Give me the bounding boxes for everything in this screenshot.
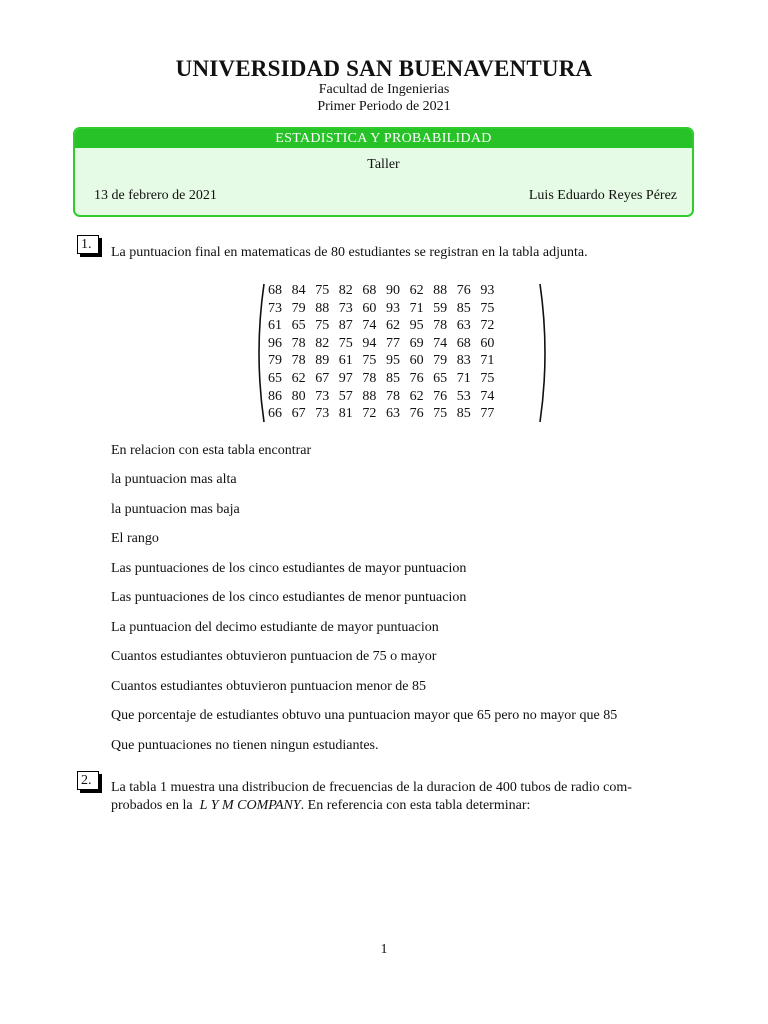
matrix-cell: 79: [433, 353, 448, 369]
problem-number-badge: 2.: [77, 771, 99, 790]
matrix-cell: 78: [433, 318, 448, 334]
matrix-cell: 76: [433, 388, 448, 404]
matrix-row: [264, 300, 494, 318]
matrix-cell: 75: [315, 283, 330, 298]
matrix-cell: 68: [456, 335, 471, 351]
course-title: ESTADISTICA Y PROBABILIDAD: [75, 129, 692, 148]
matrix-cell: 95: [409, 318, 424, 334]
matrix-cell: 72: [362, 406, 377, 422]
matrix-cell: 75: [433, 406, 448, 422]
matrix-cell: 74: [480, 388, 495, 404]
matrix-cell: 79: [268, 353, 282, 369]
matrix-cell: 68: [268, 283, 282, 298]
matrix-cell: 78: [291, 335, 306, 351]
matrix-cell: 83: [456, 353, 471, 369]
matrix-cell: 88: [362, 388, 377, 404]
matrix-cell: 88: [433, 283, 448, 298]
matrix-cell: 59: [433, 300, 448, 316]
matrix-cell: 62: [385, 318, 400, 334]
matrix-cell: 67: [291, 406, 306, 422]
document-author: Luis Eduardo Reyes Pérez: [528, 188, 677, 203]
matrix-cell: 93: [385, 300, 400, 316]
matrix-cell: 95: [385, 353, 400, 369]
matrix-cell: 73: [315, 388, 330, 404]
matrix-cell: 75: [362, 353, 377, 369]
matrix-cell: 75: [315, 318, 330, 334]
matrix-cell: 75: [480, 300, 495, 316]
matrix-cell: 75: [480, 370, 495, 386]
list-item-text: Las puntuaciones de los cinco estudiantes de menor puntuacion: [111, 590, 467, 605]
course-info-box: [73, 127, 694, 217]
document-type: Taller: [367, 157, 400, 172]
matrix-row: [264, 388, 494, 406]
problem1-intro: En relacion con esta tabla encontrar: [111, 443, 312, 458]
matrix-cell: 63: [456, 318, 471, 334]
matrix-cell: 90: [385, 283, 400, 298]
matrix-cell: 78: [385, 388, 400, 404]
matrix-cell: 71: [409, 300, 424, 316]
problem2-statement-line1: La tabla 1 muestra una distribucion de frecuencias de la duracion de 400 tubos de radio com-: [111, 780, 632, 795]
matrix-cell: 53: [456, 388, 471, 404]
matrix-cell: 62: [291, 370, 306, 386]
matrix-cell: 63: [385, 406, 400, 422]
matrix-cell: 65: [268, 370, 282, 386]
matrix-cell: 85: [385, 370, 400, 386]
problem1-statement: La puntuacion final en matematicas de 80 estudiantes se registran en la tabla adjunta.: [111, 245, 588, 260]
company-name: L Y M COMPANY: [199, 798, 301, 813]
matrix-cell: 96: [268, 335, 282, 351]
matrix-cell: 62: [409, 388, 424, 404]
matrix-cell: 74: [362, 318, 377, 334]
list-item-text: Cuantos estudiantes obtuvieron puntuacion de 75 o mayor: [111, 649, 437, 664]
matrix-cell: 85: [456, 406, 471, 422]
matrix-cell: 76: [456, 283, 471, 298]
matrix-row: [264, 335, 494, 353]
university-title: UNIVERSIDAD SAN BUENAVENTURA: [175, 56, 593, 81]
matrix-row: [264, 352, 494, 370]
problem2-prefix: probados en la: [111, 798, 193, 813]
problem-number-badge: 1.: [77, 235, 99, 254]
matrix-cell: 75: [338, 335, 353, 351]
matrix-cell: 67: [315, 370, 330, 386]
matrix-cell: 86: [268, 388, 282, 404]
matrix-cell: 93: [480, 283, 495, 298]
matrix-cell: 73: [338, 300, 353, 316]
list-item-text: Cuantos estudiantes obtuvieron puntuacion menor de 85: [111, 679, 426, 694]
matrix-cell: 71: [456, 370, 471, 386]
matrix-cell: 78: [291, 353, 306, 369]
list-item-text: La puntuacion del decimo estudiante de mayor puntuacion: [111, 620, 439, 635]
problem2-statement-line2: [111, 797, 530, 815]
matrix-cell: 62: [409, 283, 424, 298]
matrix-cell: 60: [409, 353, 424, 369]
matrix-cell: 73: [315, 406, 330, 422]
matrix-cell: 69: [409, 335, 424, 351]
matrix-cell: 71: [480, 353, 495, 369]
matrix-cell: 82: [315, 335, 330, 351]
matrix-cell: 87: [338, 318, 353, 334]
scores-matrix: [255, 282, 547, 424]
matrix-cell: 57: [338, 388, 353, 404]
matrix-cell: 89: [315, 353, 330, 369]
matrix-row: [264, 405, 494, 423]
matrix-row: [264, 370, 494, 388]
matrix-cell: 73: [268, 300, 282, 316]
matrix-cell: 82: [338, 283, 353, 298]
list-item-text: El rango: [111, 531, 159, 546]
faculty-name: Facultad de Ingenierias: [318, 82, 450, 97]
matrix-row: [264, 317, 494, 335]
matrix-cell: 65: [291, 318, 306, 334]
list-item-text: la puntuacion mas baja: [111, 502, 240, 517]
matrix-cell: 72: [480, 318, 495, 334]
matrix-cell: 68: [362, 283, 377, 298]
matrix-cell: 61: [268, 318, 282, 334]
matrix-cell: 79: [291, 300, 306, 316]
academic-period: Primer Periodo de 2021: [317, 99, 451, 114]
list-item-text: Las puntuaciones de los cinco estudiantes de mayor puntuacion: [111, 561, 467, 576]
matrix-cell: 80: [291, 388, 306, 404]
matrix-cell: 77: [385, 335, 400, 351]
list-item-text: la puntuacion mas alta: [111, 472, 237, 487]
matrix-cell: 76: [409, 406, 424, 422]
matrix-cell: 97: [338, 370, 353, 386]
matrix-grid: [264, 282, 494, 423]
matrix-cell: 78: [362, 370, 377, 386]
matrix-cell: 74: [433, 335, 448, 351]
matrix-cell: 81: [338, 406, 353, 422]
document-date: 13 de febrero de 2021: [94, 188, 217, 203]
matrix-cell: 66: [268, 406, 282, 422]
page-number: 1: [380, 942, 388, 957]
matrix-cell: 77: [480, 406, 495, 422]
matrix-cell: 60: [480, 335, 495, 351]
matrix-cell: 84: [291, 283, 306, 298]
matrix-cell: 65: [433, 370, 448, 386]
matrix-cell: 94: [362, 335, 377, 351]
matrix-row: [264, 282, 494, 300]
list-item-text: Que puntuaciones no tienen ningun estudiantes.: [111, 738, 379, 753]
matrix-cell: 88: [315, 300, 330, 316]
problem2-suffix: . En referencia con esta tabla determinar:: [300, 798, 531, 813]
matrix-cell: 85: [456, 300, 471, 316]
matrix-cell: 76: [409, 370, 424, 386]
list-item-text: Que porcentaje de estudiantes obtuvo una puntuacion mayor que 65 pero no mayor que 85: [111, 708, 618, 723]
matrix-cell: 61: [338, 353, 353, 369]
matrix-cell: 60: [362, 300, 377, 316]
